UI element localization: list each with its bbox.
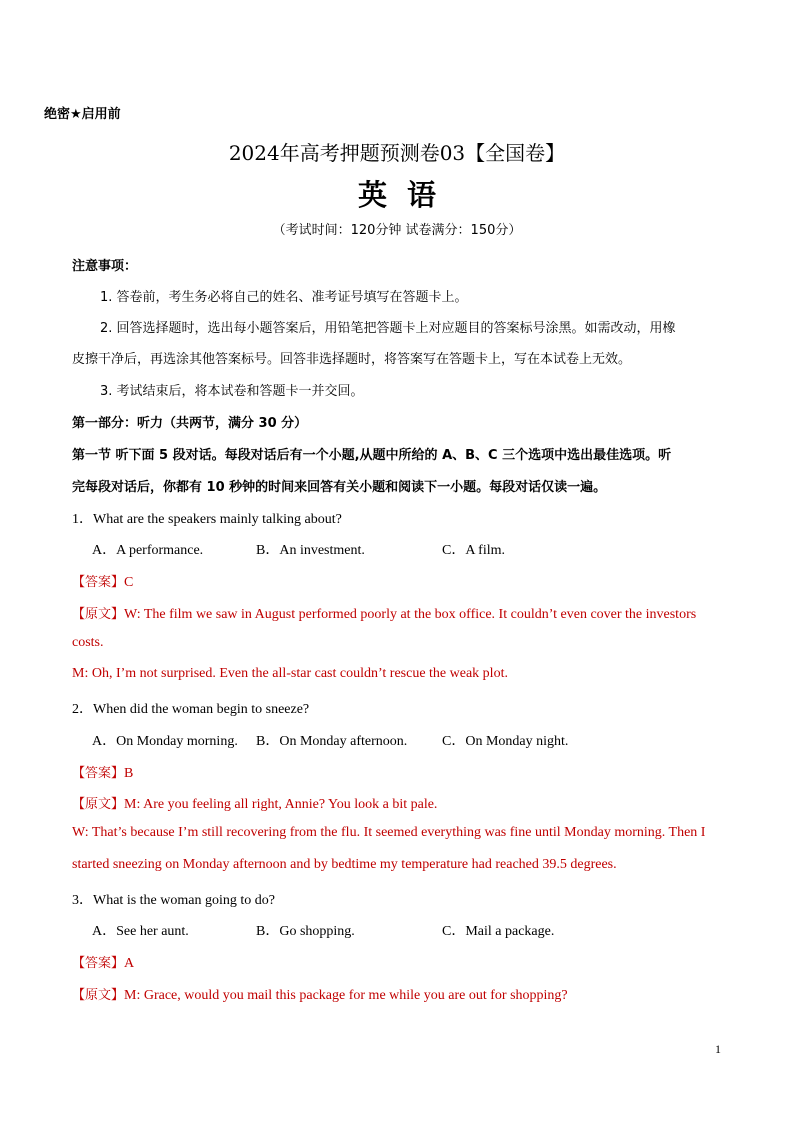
answer-label: 【答案】 [72, 766, 125, 781]
script-label: 【原文】 [72, 797, 125, 812]
notice-item-3: 3. 考试结束后，将本试卷和答题卡一并交回。 [100, 384, 364, 399]
answer-label: 【答案】 [72, 956, 125, 971]
question-1-option-c: C．A film. [442, 543, 506, 558]
question-1-answer [72, 571, 133, 591]
question-2-script-3: started sneezing on Monday afternoon and by bedtime my temperature had reached 39.5 degrees. [72, 857, 617, 872]
answer-value: B [124, 766, 134, 781]
question-2-option-b: B．On Monday afternoon. [256, 734, 408, 749]
exam-title: 2024年高考押题预测卷03【全国卷】 [228, 141, 566, 165]
confidential-mark: 绝密★启用前 [44, 107, 121, 122]
question-1-script-2: costs. [72, 635, 104, 650]
question-2-stem: 2．When did the woman begin to sneeze? [72, 702, 310, 717]
question-3-stem: 3．What is the woman going to do? [72, 893, 275, 908]
script-text: M: Are you feeling all right, Annie? You look a bit pale. [124, 797, 438, 812]
question-1-option-b: B．An investment. [256, 543, 365, 558]
question-3-script-1 [72, 984, 568, 1004]
script-label: 【原文】 [72, 607, 125, 622]
subject-title: 英语 [357, 178, 456, 212]
question-1-script-3: M: Oh, I’m not surprised. Even the all-star cast couldn’t rescue the weak plot. [72, 666, 508, 681]
answer-label: 【答案】 [72, 575, 125, 590]
answer-value: C [124, 575, 134, 590]
script-text: W: The film we saw in August performed poorly at the box office. It couldn’t even cover the investors [124, 607, 697, 622]
exam-info: （考试时间：120分钟 试卷满分：150分） [272, 223, 522, 238]
script-label: 【原文】 [72, 988, 125, 1003]
question-2-script-1 [72, 793, 437, 813]
question-3-answer [72, 952, 134, 972]
answer-value: A [124, 956, 135, 971]
script-text: M: Grace, would you mail this package for me while you are out for shopping? [124, 988, 568, 1003]
notice-item-1: 1. 答卷前，考生务必将自己的姓名、准考证号填写在答题卡上。 [100, 290, 468, 305]
question-3-option-b: B．Go shopping. [256, 924, 355, 939]
section1-instructions-1: 第一节 听下面 5 段对话。每段对话后有一个小题,从题中所给的 A、B、C 三个选项中选出最佳选项。听 [72, 448, 672, 463]
question-2-option-c: C．On Monday night. [442, 734, 569, 749]
part1-heading: 第一部分：听力（共两节，满分 30 分） [72, 416, 308, 431]
question-1-stem: 1．What are the speakers mainly talking about? [72, 512, 342, 527]
notice-item-2-cont: 皮擦干净后，再选涂其他答案标号。回答非选择题时，将答案写在答题卡上，写在本试卷上无效。 [72, 352, 632, 367]
question-2-script-2: W: That’s because I’m still recovering from the flu. It seemed everything was fine until Monday morning. Then I [72, 825, 706, 840]
notice-item-2: 2. 回答选择题时，选出每小题答案后，用铅笔把答题卡上对应题目的答案标号涂黑。如需改动，用橡 [100, 321, 676, 336]
page-number: 1 [715, 1042, 721, 1056]
notice-heading: 注意事项： [72, 259, 138, 274]
question-1-script-1 [72, 603, 696, 623]
question-2-option-a: A．On Monday morning. [92, 734, 238, 749]
question-3-option-a: A．See her aunt. [92, 924, 189, 939]
section1-instructions-2: 完每段对话后，你都有 10 秒钟的时间来回答有关小题和阅读下一小题。每段对话仅读一遍。 [72, 480, 607, 495]
question-2-answer [72, 762, 133, 782]
question-1-option-a: A．A performance. [92, 543, 204, 558]
question-3-option-c: C．Mail a package. [442, 924, 555, 939]
